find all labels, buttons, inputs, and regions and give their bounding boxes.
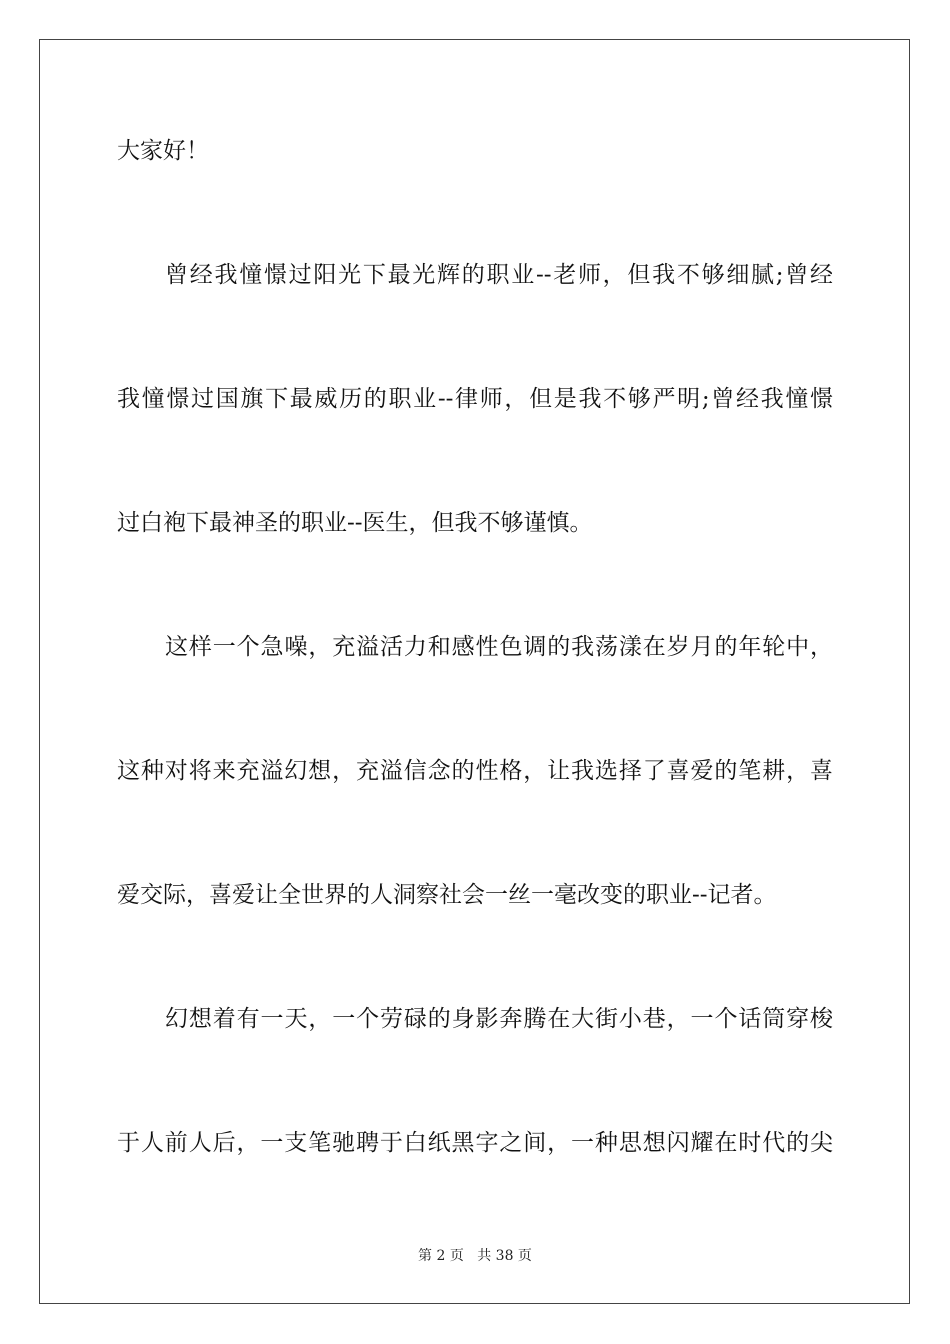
paragraph-line: 幻想着有一天，一个劳碌的身影奔腾在大街小巷，一个话筒穿梭 <box>165 1006 833 1032</box>
page-frame <box>39 39 910 1304</box>
paragraph-line: 这样一个急噪，充溢活力和感性色调的我荡漾在岁月的年轮中， <box>165 634 833 660</box>
greeting-line: 大家好！ <box>117 138 209 164</box>
paragraph-line: 于人前人后，一支笔驰聘于白纸黑字之间，一种思想闪耀在时代的尖 <box>117 1130 833 1156</box>
paragraph-line: 曾经我憧憬过阳光下最光辉的职业--老师，但我不够细腻;曾经 <box>165 262 833 288</box>
paragraph-line: 过白袍下最神圣的职业--医生，但我不够谨慎。 <box>117 510 593 536</box>
page-footer <box>0 1247 950 1265</box>
paragraph-line: 爱交际，喜爱让全世界的人洞察社会一丝一毫改变的职业--记者。 <box>117 882 777 908</box>
page-total: 共 38 页 <box>477 1248 532 1264</box>
paragraph-line: 这种对将来充溢幻想，充溢信念的性格，让我选择了喜爱的笔耕，喜 <box>117 758 833 784</box>
page-number: 第 2 页 <box>418 1248 464 1264</box>
paragraph-line: 我憧憬过国旗下最威历的职业--律师，但是我不够严明;曾经我憧憬 <box>117 386 833 412</box>
